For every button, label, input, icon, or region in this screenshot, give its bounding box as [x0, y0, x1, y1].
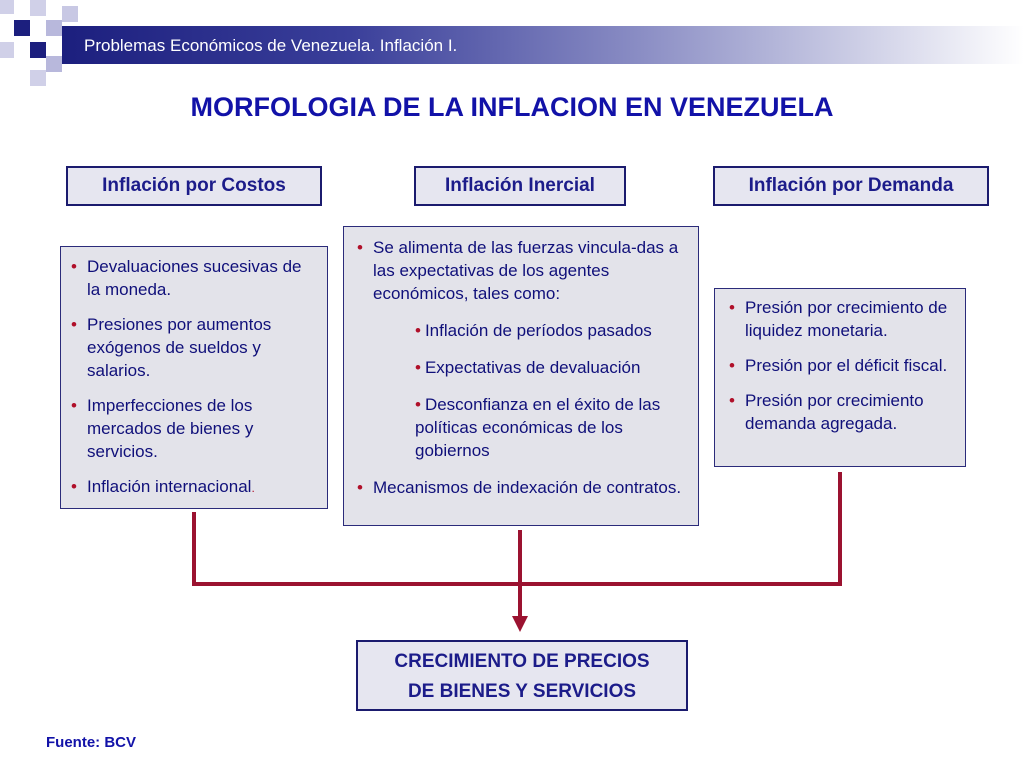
- logo-square: [62, 6, 78, 22]
- sub-list-item: • Inflación de períodos pasados: [415, 321, 652, 340]
- sub-list-item: • Expectativas de devaluación: [415, 358, 641, 377]
- arrow-down-icon: [510, 614, 530, 634]
- result-line-1: CRECIMIENTO DE PRECIOS: [394, 651, 650, 672]
- list-item: • Presión por crecimiento de liquidez monetaria.: [729, 298, 948, 340]
- logo-square: [0, 0, 14, 14]
- connector-line: [518, 530, 522, 620]
- logo-square: [46, 56, 62, 72]
- list-item: • Mecanismos de indexación de contratos.: [357, 478, 682, 497]
- logo-square: [30, 42, 46, 58]
- result-box: [356, 640, 688, 711]
- list-item: • Imperfecciones de los mercados de bienes y servicios.: [71, 396, 254, 461]
- list-item: • Devaluaciones sucesivas de la moneda.: [71, 257, 302, 299]
- list-item: • Se alimenta de las fuerzas vincula-das a las expectativas de los agentes económicos, tales como:: [357, 238, 679, 303]
- connector-line: [192, 512, 196, 586]
- page-title: MORFOLOGIA DE LA INFLACION EN VENEZUELA: [190, 92, 834, 122]
- costos-box: [60, 246, 328, 509]
- list-item: • Presiones por aumentos exógenos de sueldos y salarios.: [71, 315, 272, 380]
- logo-square: [0, 42, 14, 58]
- source-note: Fuente: BCV: [46, 734, 136, 751]
- connector-line: [192, 582, 842, 586]
- sub-list-item: • Desconfianza en el éxito de las políticas económicas de los gobiernos: [415, 395, 661, 460]
- header-text: Problemas Económicos de Venezuela. Inflación I.: [84, 36, 458, 55]
- logo-square: [46, 20, 62, 36]
- connector-line: [838, 472, 842, 586]
- logo-square: [30, 70, 46, 86]
- header-inercial: Inflación Inercial: [414, 166, 626, 206]
- list-item: • Inflación internacional.: [71, 477, 255, 496]
- inercial-box: [343, 226, 699, 526]
- list-item: • Presión por crecimiento demanda agregada.: [729, 391, 924, 433]
- logo-square: [30, 0, 46, 16]
- result-line-2: DE BIENES Y SERVICIOS: [407, 681, 637, 702]
- header-demanda: Inflación por Demanda: [713, 166, 989, 206]
- list-item: • Presión por el déficit fiscal.: [729, 356, 948, 375]
- logo-square: [14, 20, 30, 36]
- trailing-dot: .: [251, 481, 255, 495]
- header-costos: Inflación por Costos: [66, 166, 322, 206]
- demanda-box: [714, 288, 966, 467]
